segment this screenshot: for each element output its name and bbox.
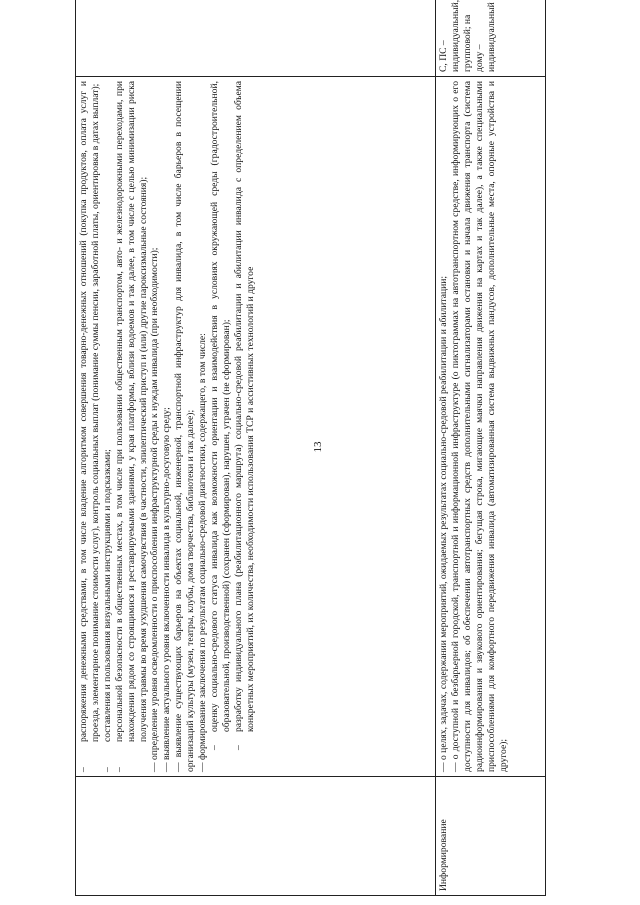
dash-bullet: –	[101, 767, 113, 772]
rotated-page	[75, 0, 535, 896]
table-row	[76, 0, 436, 896]
list-item: – составления и пользования визуальными инструкциями и подсказками;	[101, 449, 113, 772]
service-name-cell	[76, 777, 436, 896]
page-number: 13	[312, 441, 324, 453]
list-item: – персональной безопасности в общественных местах, в том числе при пользовании общественным транспортом, авто- и железнодорожными переходами, при нахождении рядом со строящимися и реставрируемыми зданиями, у края платформы, вблизи водоемов и так далее, в том числе с целью минимизации риска получения травмы во время ухудшения самочувствия (в частности, эпилептический приступ и (или) другие пароксизмальные состояния);	[113, 81, 149, 772]
dash-bullet: –	[78, 767, 89, 772]
service-mode-cell	[76, 0, 436, 77]
service-mode-cell: С, ПС – индивидуальный, групповой; на дому – индивидуальный	[436, 0, 546, 77]
paragraph: — о доступной и безбарьерной городской, транспортной и информационной инфраструктуре (о пиктограммах на автотранспортном средстве, информирующих о его доступности для инвалидов; об обеспечении автотранспортных средств дополнительными сигнализаторами остановки и начала движения транспорта (система радиоинформирования и звукового ориентирования; бегущая строка, мигающие маячки направления движения на картах и так далее), а также специальными приспособлениями для комфортного передвижения инвалида (автоматизированная система выдвижных пандусов, дополнительные места, опорные устройства и другое);	[449, 81, 509, 772]
service-content-cell	[436, 77, 546, 777]
sub-list-item: – оценку социально-средового статуса инвалида как возможности ориентации и взаимодействия в условиях окружающей среды (градостроительной, образовательной, производственной) (сохранен (сформирован), нарушен, утрачен (не сформирован);	[208, 81, 232, 750]
service-content-cell	[76, 77, 436, 777]
dash-bullet: –	[232, 745, 244, 750]
paragraph: — определение уровня осведомленности о приспособлении инфраструктурной среды к нуждам инвалида (при необходимости);	[149, 247, 161, 772]
paragraph: — о целях, задачах, содержании мероприятий, ожидаемых результатах социально-средовой реабилитации и абилитации;	[438, 275, 449, 772]
dash-bullet: –	[208, 745, 220, 750]
services-table	[75, 0, 546, 896]
table-row	[436, 0, 546, 896]
service-name-cell: Информирование	[436, 777, 546, 896]
paragraph: — выявление существующих барьеров на объектах социальной, инженерной, транспортной инфраструктур для инвалида, в том числе барьеров в посещении организаций культуры (музеи, театры, клубы, дома творчества, библиотеки и так далее);	[173, 81, 197, 772]
dash-bullet: –	[113, 767, 125, 772]
list-item: – распоряжения денежными средствами, в том числе владение алгоритмом совершения товарно-денежных отношений (покупка продуктов, оплата услуг и проезда, элементарное понимание стоимости услуг), контроль социальных выплат (понимание суммы пенсии, заработной платы, ориентировка в датах выплат);	[78, 81, 101, 772]
paragraph: — выявление актуального уровня включенности инвалида в культурно-досуговую среду;	[161, 407, 173, 772]
paragraph: — формирование заключения по результатам социально-средовой диагностики, содержащего, в том числе:	[197, 333, 209, 772]
sub-list-item: – разработку индивидуального плана (реабилитационного маршрута) социально-средовой реабилитации и абилитации инвалида с определением объема конкретных мероприятий, их количества, необходимости использования ТСР и ассистивных технологий и другое	[232, 81, 256, 750]
